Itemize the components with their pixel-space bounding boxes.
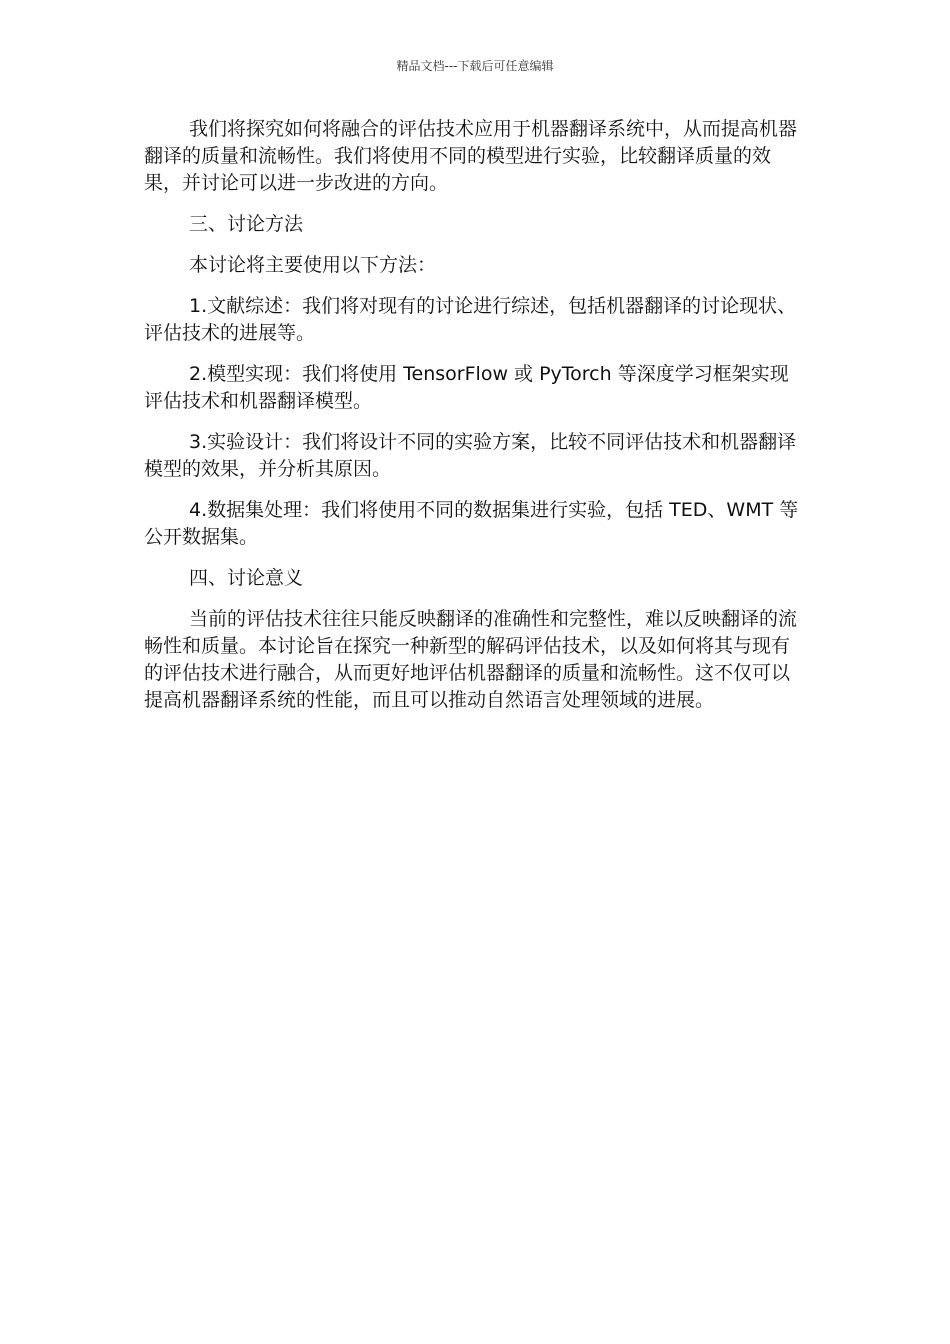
page-header-watermark: 精品文档---下载后可任意编辑 [396, 59, 554, 73]
list-item-dataset-processing: 4.数据集处理：我们将使用不同的数据集进行实验，包括 TED、WMT 等公开数据集。 [144, 499, 799, 548]
paragraph-intro: 我们将探究如何将融合的评估技术应用于机器翻译系统中，从而提高机器翻译的质量和流畅性。我们将使用不同的模型进行实验，比较翻译质量的效果，并讨论可以进一步改进的方向。 [144, 118, 798, 194]
list-item-experiment-design: 3.实验设计：我们将设计不同的实验方案，比较不同评估技术和机器翻译模型的效果，并分析其原因。 [144, 431, 797, 480]
paragraph-methods-intro: 本讨论将主要使用以下方法： [189, 254, 437, 276]
list-item-model-implementation: 2.模型实现：我们将使用 TensorFlow 或 PyTorch 等深度学习框架实现评估技术和机器翻译模型。 [144, 363, 789, 412]
section-heading-methods: 三、讨论方法 [189, 213, 304, 235]
document-body [144, 116, 804, 728]
paragraph-significance: 当前的评估技术往往只能反映翻译的准确性和完整性，难以反映翻译的流畅性和质量。本讨论旨在探究一种新型的解码评估技术，以及如何将其与现有的评估技术进行融合，从而更好地评估机器翻译的质量和流畅性。这不仅可以提高机器翻译系统的性能，而且可以推动自然语言处理领域的进展。 [144, 608, 798, 711]
section-heading-significance: 四、讨论意义 [189, 567, 304, 589]
list-item-literature-review: 1.文献综述：我们将对现有的讨论进行综述，包括机器翻译的讨论现状、评估技术的进展等。 [144, 295, 797, 344]
